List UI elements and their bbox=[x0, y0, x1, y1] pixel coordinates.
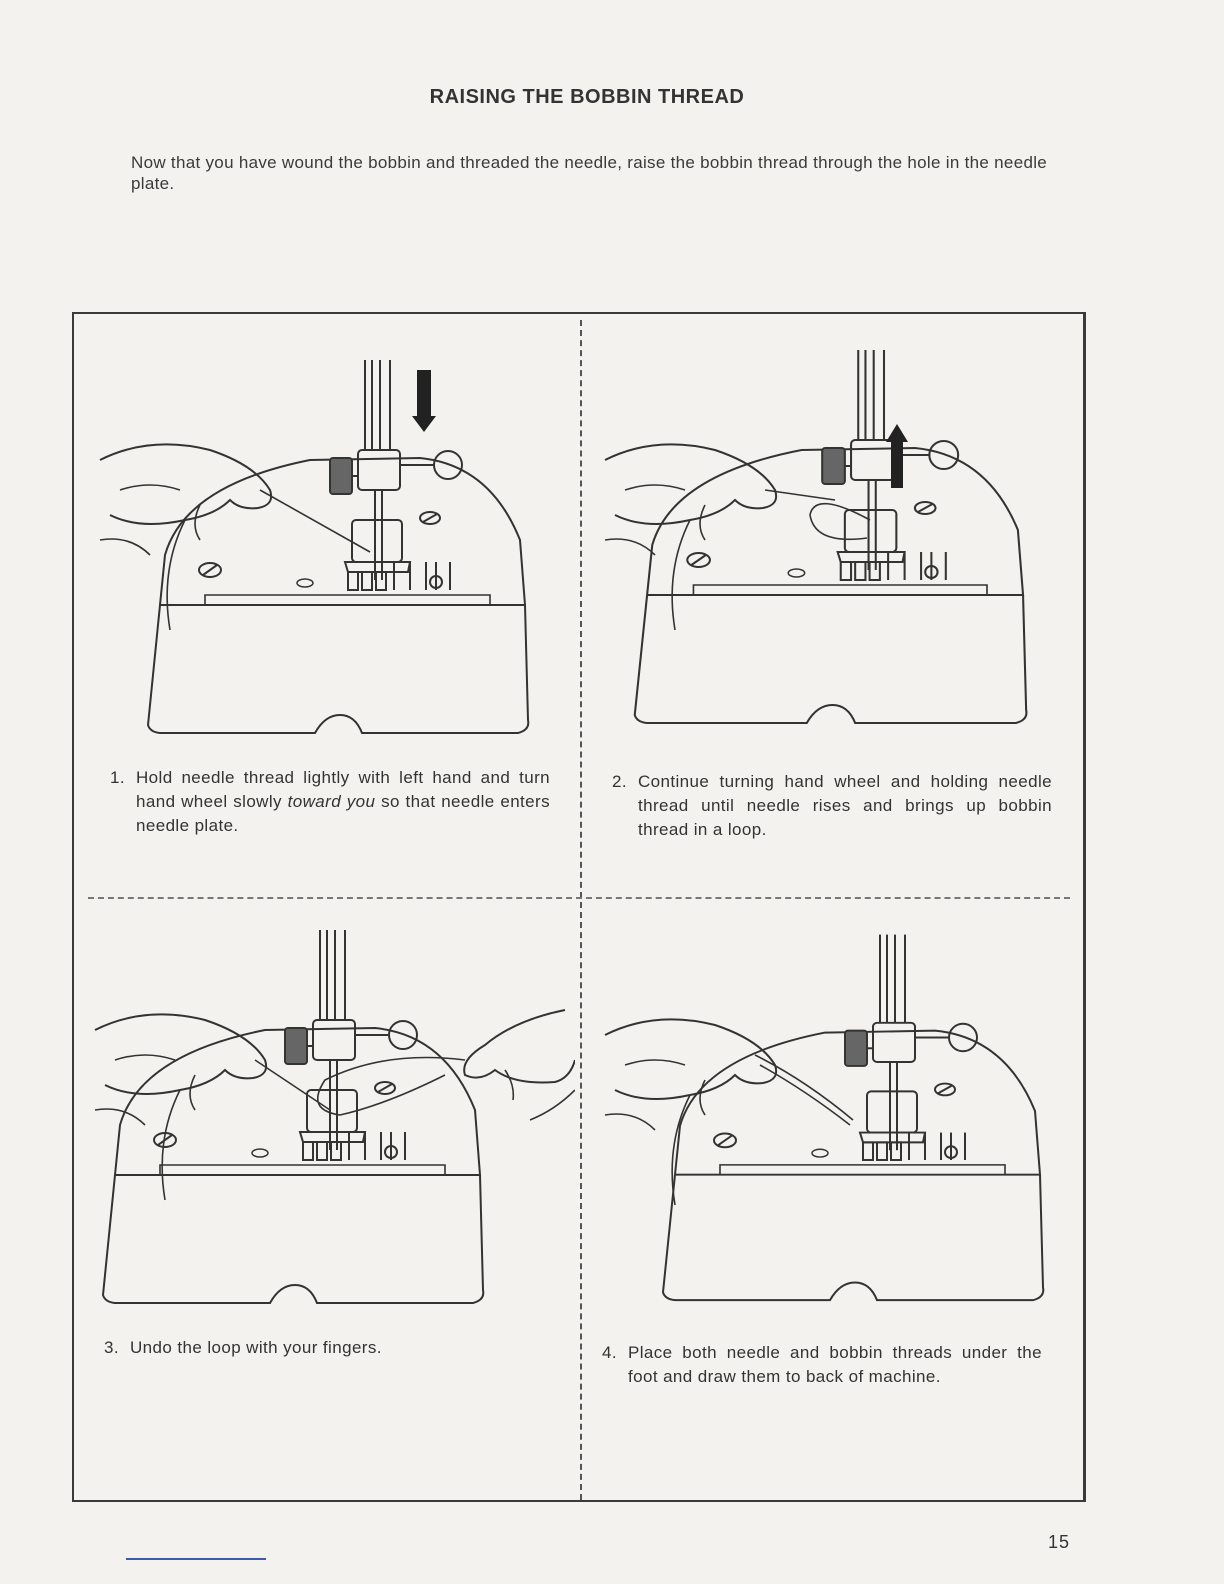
step-1-caption bbox=[110, 766, 550, 838]
vertical-divider bbox=[580, 320, 582, 1500]
step-3-number: 3. bbox=[104, 1338, 119, 1357]
step-4-caption bbox=[602, 1341, 1042, 1389]
page-title: RAISING THE BOBBIN THREAD bbox=[429, 86, 745, 108]
step-4-illustration bbox=[595, 915, 1075, 1315]
intro-paragraph: Now that you have wound the bobbin and threaded the needle, raise the bobbin thread through the hole in the needle plate. bbox=[131, 153, 1048, 193]
step-4-number: 4. bbox=[602, 1343, 617, 1362]
footer-rule bbox=[126, 1558, 266, 1560]
page-number: 15 bbox=[1048, 1532, 1071, 1552]
step-3-illustration bbox=[85, 910, 575, 1310]
step-2-illustration bbox=[595, 340, 1075, 740]
step-1-text: Hold needle thread lightly with left hand and turn hand wheel slowly toward you so that needle enters needle plate. bbox=[136, 768, 550, 835]
step-2-caption bbox=[612, 770, 1052, 842]
step-1-number: 1. bbox=[110, 768, 125, 787]
horizontal-divider bbox=[88, 897, 1070, 899]
step-4-text: Place both needle and bobbin threads under the foot and draw them to back of machine. bbox=[628, 1343, 1042, 1386]
step-3-text: Undo the loop with your fingers. bbox=[130, 1338, 382, 1357]
arrow-down-icon bbox=[412, 370, 436, 432]
step-2-text: Continue turning hand wheel and holding needle thread until needle rises and brings up bobbin thread in a loop. bbox=[638, 772, 1052, 839]
step-2-number: 2. bbox=[612, 772, 627, 791]
step-3-caption bbox=[104, 1336, 544, 1360]
step-1-illustration bbox=[90, 340, 570, 740]
